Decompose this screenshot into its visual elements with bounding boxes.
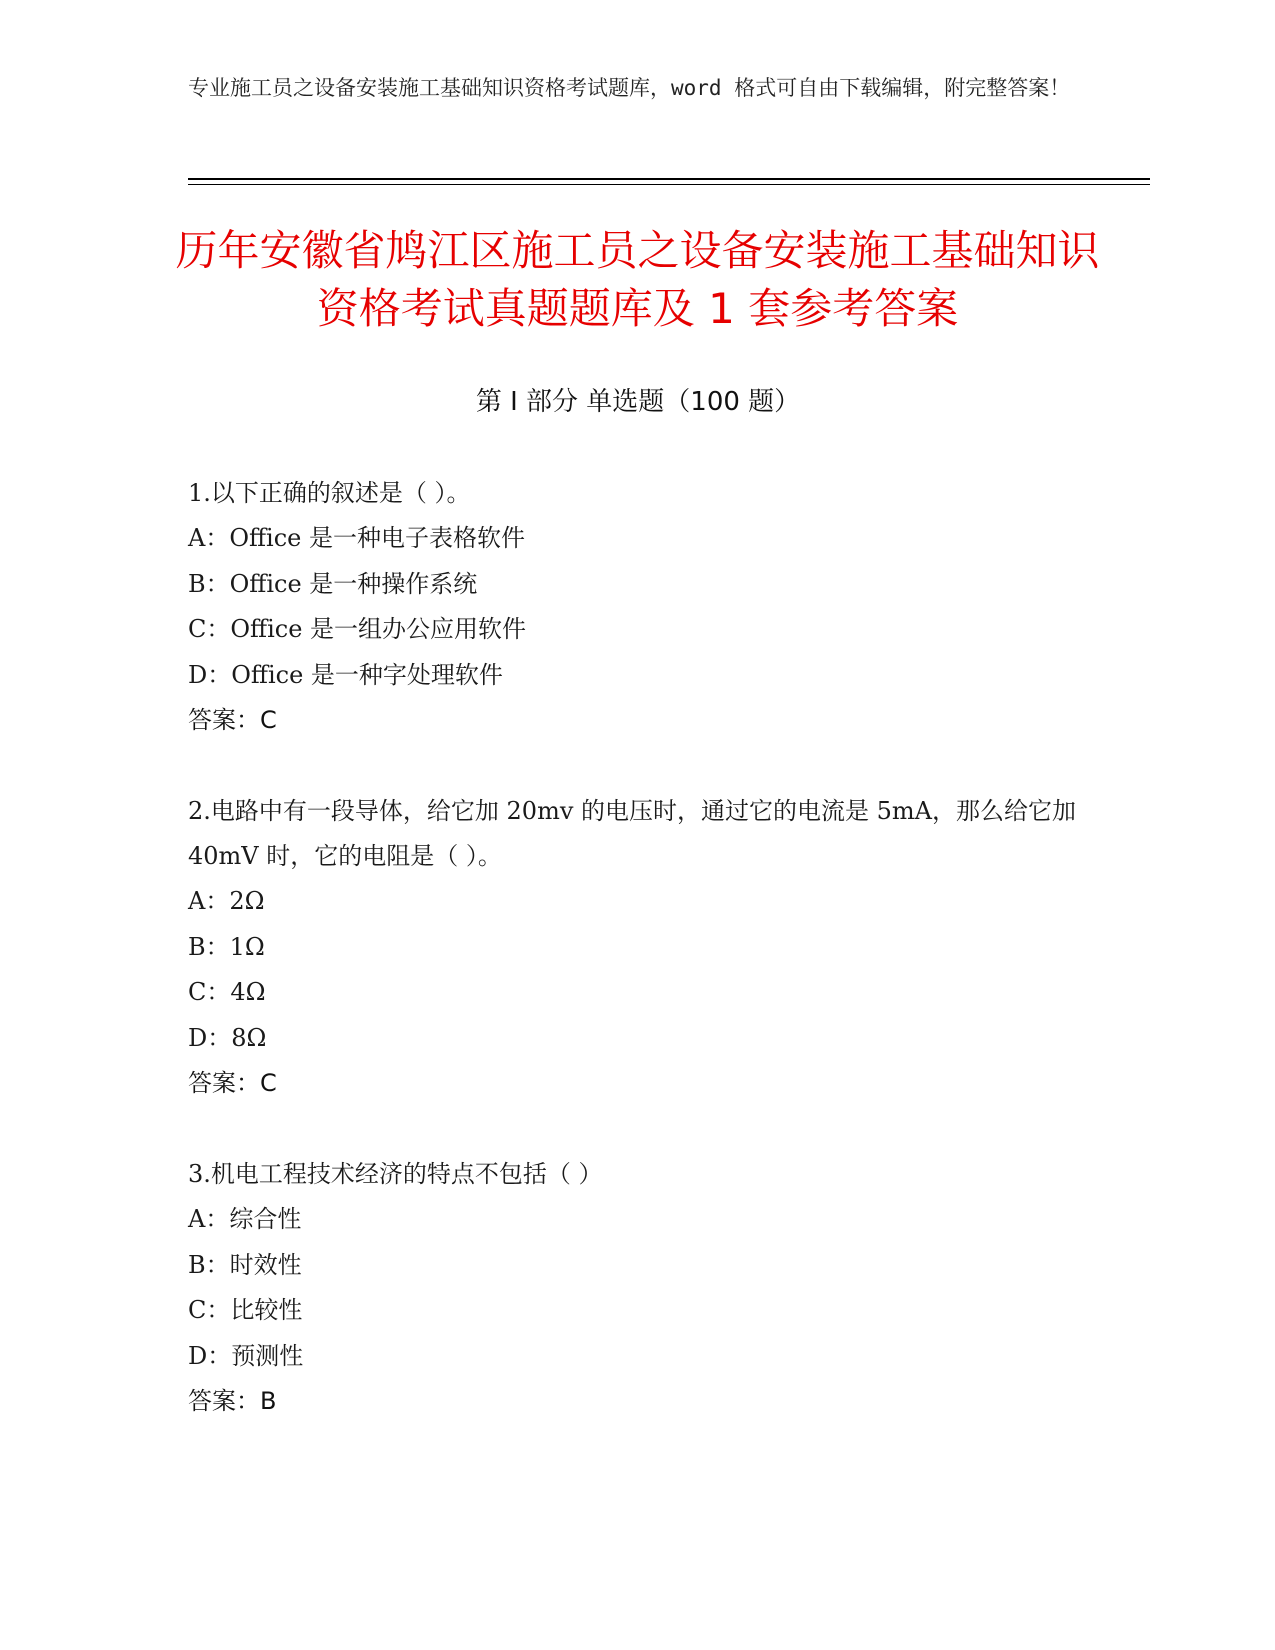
question-stem: 2.电路中有一段导体，给它加 20mv 的电压时，通过它的电流是 5mA，那么给它加 40mV 时，它的电阻是（ ）。 bbox=[188, 797, 1076, 870]
question-3 bbox=[188, 1152, 1088, 1423]
option-d: D：8Ω bbox=[188, 1023, 267, 1052]
document-title: 历年安徽省鸠江区施工员之设备安装施工基础知识资格考试真题题库及 1 套参考答案 bbox=[175, 226, 1100, 333]
section-heading: 第 I 部分 单选题（100 题） bbox=[475, 387, 801, 417]
option-a: A：综合性 bbox=[188, 1205, 302, 1233]
header-divider-thick bbox=[188, 178, 1150, 180]
option-a: A：Office 是一种电子表格软件 bbox=[188, 524, 526, 552]
option-c: C：比较性 bbox=[188, 1296, 303, 1324]
option-b: B：时效性 bbox=[188, 1250, 302, 1279]
option-c: C：Office 是一组办公应用软件 bbox=[188, 615, 527, 643]
option-a: A：2Ω bbox=[188, 887, 265, 915]
question-stem: 3.机电工程技术经济的特点不包括（ ） bbox=[188, 1160, 603, 1188]
question-1 bbox=[188, 471, 1088, 742]
question-stem: 1.以下正确的叙述是（ ）。 bbox=[188, 479, 471, 507]
option-b: B：Office 是一种操作系统 bbox=[188, 569, 478, 598]
question-2 bbox=[188, 789, 1088, 1105]
header-note: 专业施工员之设备安装施工基础知识资格考试题库，word 格式可自由下载编辑，附完整答案！ bbox=[188, 76, 1071, 100]
option-c: C：4Ω bbox=[188, 978, 266, 1006]
answer: 答案：C bbox=[188, 706, 277, 734]
option-d: D：预测性 bbox=[188, 1341, 304, 1370]
answer: 答案：B bbox=[188, 1387, 277, 1415]
header-divider-thin bbox=[188, 184, 1150, 185]
option-b: B：1Ω bbox=[188, 932, 265, 961]
option-d: D：Office 是一种字处理软件 bbox=[188, 660, 503, 689]
answer: 答案：C bbox=[188, 1069, 277, 1097]
